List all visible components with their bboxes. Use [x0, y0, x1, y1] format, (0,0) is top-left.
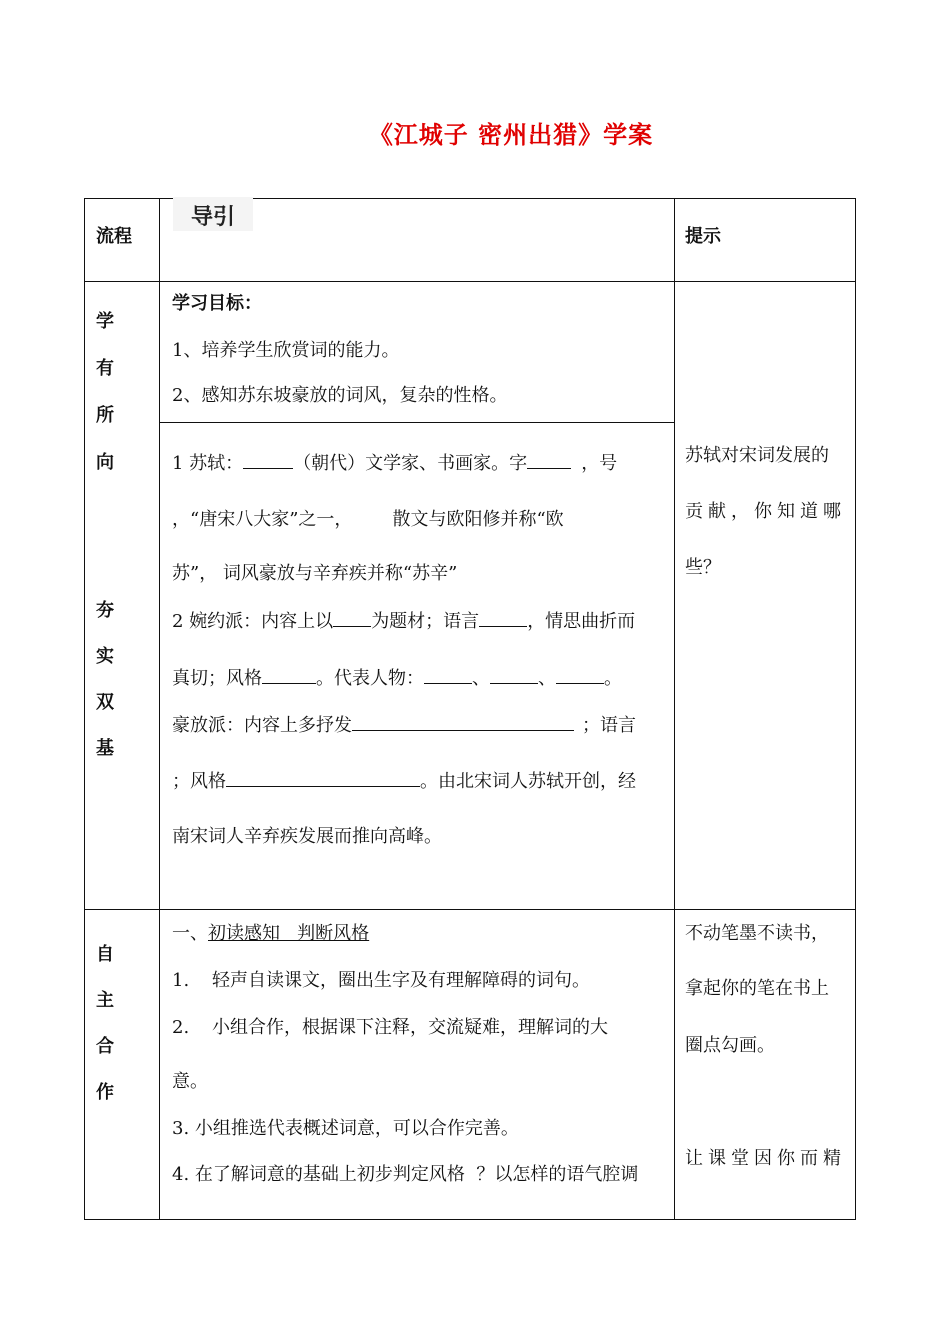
- table-border-bottom: [84, 1219, 856, 1220]
- side-label-char: 所: [96, 405, 114, 426]
- step-item: 意。: [172, 1071, 208, 1092]
- hint-text: 拿起你的笔在书上: [685, 978, 829, 999]
- text-fragment: （朝代）文学家、书画家。字: [293, 453, 528, 474]
- text-fragment: 2 婉约派：内容上以: [172, 611, 334, 632]
- hint-text: 贡献，你知道哪: [685, 501, 846, 522]
- goal-item: 1、培养学生欣赏词的能力。: [172, 340, 400, 361]
- guide-stamp-label: 导引: [191, 205, 236, 230]
- answer-blank[interactable]: [226, 770, 420, 787]
- text-fragment: 。: [604, 668, 622, 689]
- fill-line: 苏”， 词风豪放与辛弃疾并称“苏辛”: [172, 563, 458, 584]
- text-fragment: 为题材；语言: [371, 611, 480, 632]
- fill-line: [172, 711, 636, 737]
- fill-line: ，“唐宋八大家”之一， 散文与欧阳修并称“欧: [172, 509, 564, 530]
- guide-stamp: [173, 197, 253, 231]
- text-fragment: ，号: [581, 453, 618, 474]
- step-item: 4. 在了解词意的基础上初步判定风格 ？以怎样的语气腔调: [172, 1164, 639, 1185]
- hint-text: 苏轼对宋词发展的: [685, 445, 829, 466]
- fill-line: 南宋词人辛弃疾发展而推向高峰。: [172, 826, 442, 847]
- goals-divider: [159, 422, 674, 423]
- hint-text: 些？: [685, 557, 721, 578]
- side-label-char: 夯: [96, 600, 114, 621]
- step-item: 1. 轻声自读课文，圈出生字及有理解障碍的词句。: [172, 970, 591, 991]
- side-label-char: 学: [96, 311, 114, 332]
- side-label-char: 合: [96, 1036, 114, 1057]
- table-border-right: [855, 198, 856, 1220]
- header-process: 流程: [96, 226, 132, 247]
- fill-line: [172, 664, 622, 690]
- text-fragment: ，情思曲折而: [527, 611, 636, 632]
- side-label-char: 双: [96, 692, 114, 713]
- answer-blank[interactable]: [333, 610, 371, 627]
- step-item: 3. 小组推选代表概述词意，可以合作完善。: [172, 1118, 519, 1139]
- column-divider-2: [674, 198, 675, 1220]
- answer-blank[interactable]: [556, 667, 604, 684]
- side-label-char: 自: [96, 944, 114, 965]
- text-fragment: 。由北宋词人苏轼开创，经: [420, 771, 636, 792]
- hint-text: 让课堂因你而精: [685, 1148, 846, 1169]
- side-label-char: 作: [96, 1082, 114, 1103]
- text-fragment: ；风格: [172, 771, 226, 792]
- answer-blank[interactable]: [424, 667, 472, 684]
- goals-heading: 学习目标：: [172, 293, 262, 314]
- text-fragment: 、: [472, 668, 490, 689]
- step-item: 2. 小组合作，根据课下注释，交流疑难，理解词的大: [172, 1017, 609, 1038]
- fill-line: [172, 607, 635, 633]
- text-fragment: 。代表人物：: [316, 668, 424, 689]
- answer-blank[interactable]: [352, 714, 574, 731]
- answer-blank[interactable]: [490, 667, 538, 684]
- side-label-char: 向: [96, 452, 114, 473]
- answer-blank[interactable]: [262, 667, 316, 684]
- header-hint: 提示: [685, 226, 721, 247]
- text-fragment: 豪放派：内容上多抒发: [172, 715, 352, 736]
- hint-text: 不动笔墨不读书，: [685, 923, 829, 944]
- side-label-char: 基: [96, 738, 114, 759]
- text-fragment: 一、: [172, 923, 208, 944]
- side-label-char: 实: [96, 646, 114, 667]
- hint-text: 圈点勾画。: [685, 1035, 775, 1056]
- text-fragment: ；语言: [582, 715, 636, 736]
- fill-line: [172, 767, 636, 793]
- section-divider: [84, 909, 856, 910]
- goal-item: 2、感知苏东坡豪放的词风，复杂的性格。: [172, 385, 508, 406]
- text-fragment: 、: [538, 668, 556, 689]
- side-label-char: 有: [96, 358, 114, 379]
- fill-line: [172, 449, 617, 475]
- column-divider-1: [159, 198, 160, 1220]
- side-label-char: 主: [96, 990, 114, 1011]
- answer-blank[interactable]: [243, 452, 293, 469]
- document-title: 《江城子 密州出猎》学案: [368, 121, 654, 149]
- text-fragment: 初读感知 判断风格: [208, 923, 370, 944]
- answer-blank[interactable]: [527, 452, 571, 469]
- text-fragment: 真切；风格: [172, 668, 262, 689]
- answer-blank[interactable]: [479, 610, 527, 627]
- text-fragment: 1 苏轼：: [172, 453, 244, 474]
- section-heading: [172, 919, 369, 945]
- header-row-divider: [84, 281, 856, 282]
